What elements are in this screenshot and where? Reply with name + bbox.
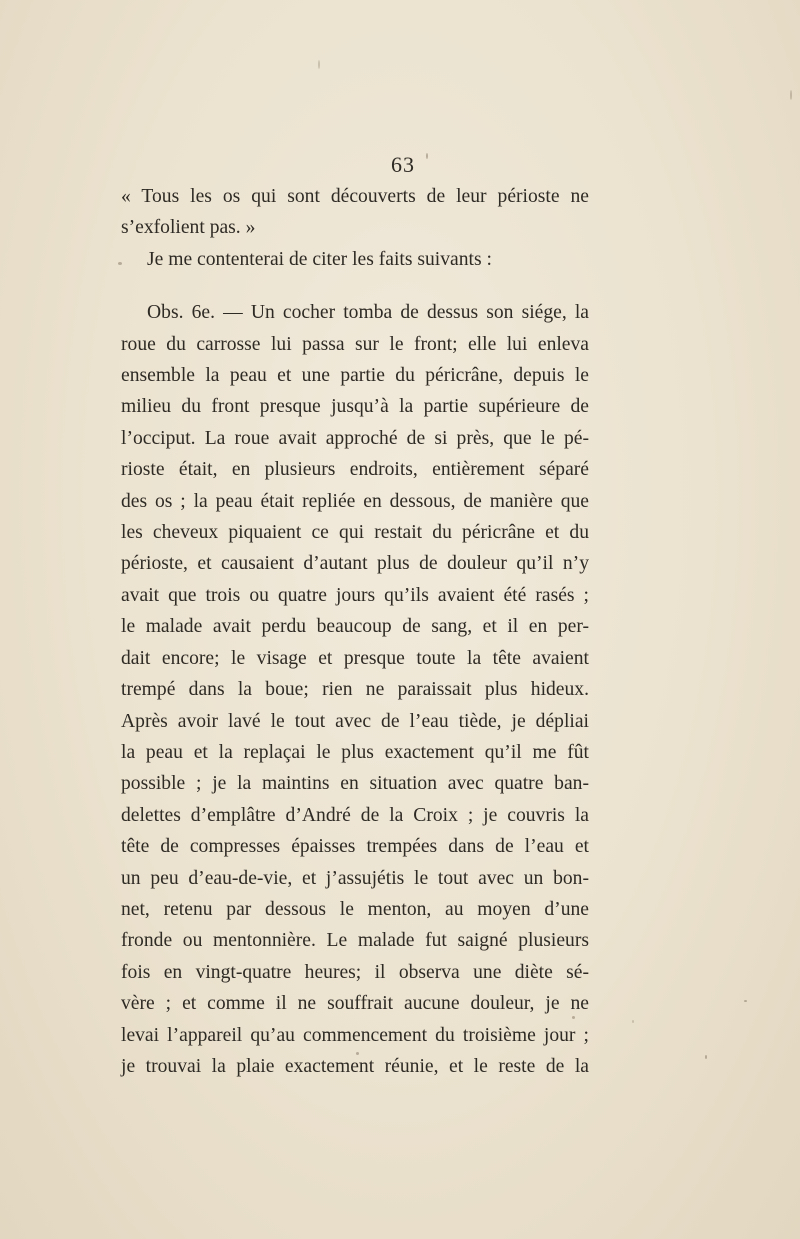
text-line: levai l’appareil qu’au commencement du troisième jour ; <box>121 1024 589 1046</box>
text-line: la peau et la replaçai le plus exactement qu’il me fût <box>121 741 589 763</box>
text-line: « Tous les os qui sont découverts de leur périoste ne <box>121 186 589 207</box>
text-line: net, retenu par dessous le menton, au moyen d’une <box>121 898 589 920</box>
text-line: l’occiput. La roue avait approché de si près, que le pé- <box>121 427 589 449</box>
text-line: dait encore; le visage et presque toute la tête avaient <box>121 647 589 669</box>
text-line: des os ; la peau était repliée en dessous, de manière que <box>121 490 589 512</box>
text-line: trempé dans la boue; rien ne paraissait plus hideux. <box>121 679 589 701</box>
paper-speck <box>318 60 320 69</box>
text-line: périoste, et causaient d’autant plus de douleur qu’il n’y <box>121 553 589 575</box>
paper-speck <box>705 1055 707 1059</box>
text-line: vère ; et comme il ne souffrait aucune douleur, je ne <box>121 993 589 1015</box>
text-line: milieu du front presque jusqu’à la partie supérieure de <box>121 396 589 418</box>
text-line: je trouvai la plaie exactement réunie, et le reste de la <box>121 1055 589 1077</box>
text-line: le malade avait perdu beaucoup de sang, et il en per- <box>121 616 589 638</box>
page-number: 63 <box>391 152 415 177</box>
text-line: fronde ou mentonnière. Le malade fut saigné plusieurs <box>121 930 589 952</box>
text-line: avait que trois ou quatre jours qu’ils avaient été rasés ; <box>121 584 589 606</box>
body-text <box>121 181 589 1082</box>
paragraph-gap <box>121 275 589 297</box>
text-line: tête de compresses épaisses trempées dans de l’eau et <box>121 836 589 858</box>
paper-speck <box>744 1000 747 1002</box>
text-line: rioste était, en plusieurs endroits, entièrement séparé <box>121 459 589 481</box>
text-line: Obs. 6e. — Un cocher tomba de dessus son siége, la <box>147 302 589 324</box>
text-line: s’exfolient pas. » <box>121 217 256 239</box>
text-line: delettes d’emplâtre d’André de la Croix ; je couvris la <box>121 804 589 826</box>
text-line: Je me contenterai de citer les faits suivants : <box>147 248 492 270</box>
paper-speck <box>790 90 792 100</box>
text-line: possible ; je la maintins en situation avec quatre ban- <box>121 773 589 795</box>
text-line: Après avoir lavé le tout avec de l’eau tiède, je dépliai <box>121 710 589 732</box>
text-line: ensemble la peau et une partie du péricrâne, depuis le <box>121 365 589 387</box>
text-line: un peu d’eau-de-vie, et j’assujétis le tout avec un bon- <box>121 867 589 889</box>
text-line: les cheveux piquaient ce qui restait du péricrâne et du <box>121 522 589 544</box>
paper-speck <box>632 1020 634 1023</box>
text-line: roue du carrosse lui passa sur le front; elle lui enleva <box>121 333 589 355</box>
text-line: fois en vingt-quatre heures; il observa une diète sé- <box>121 961 589 983</box>
